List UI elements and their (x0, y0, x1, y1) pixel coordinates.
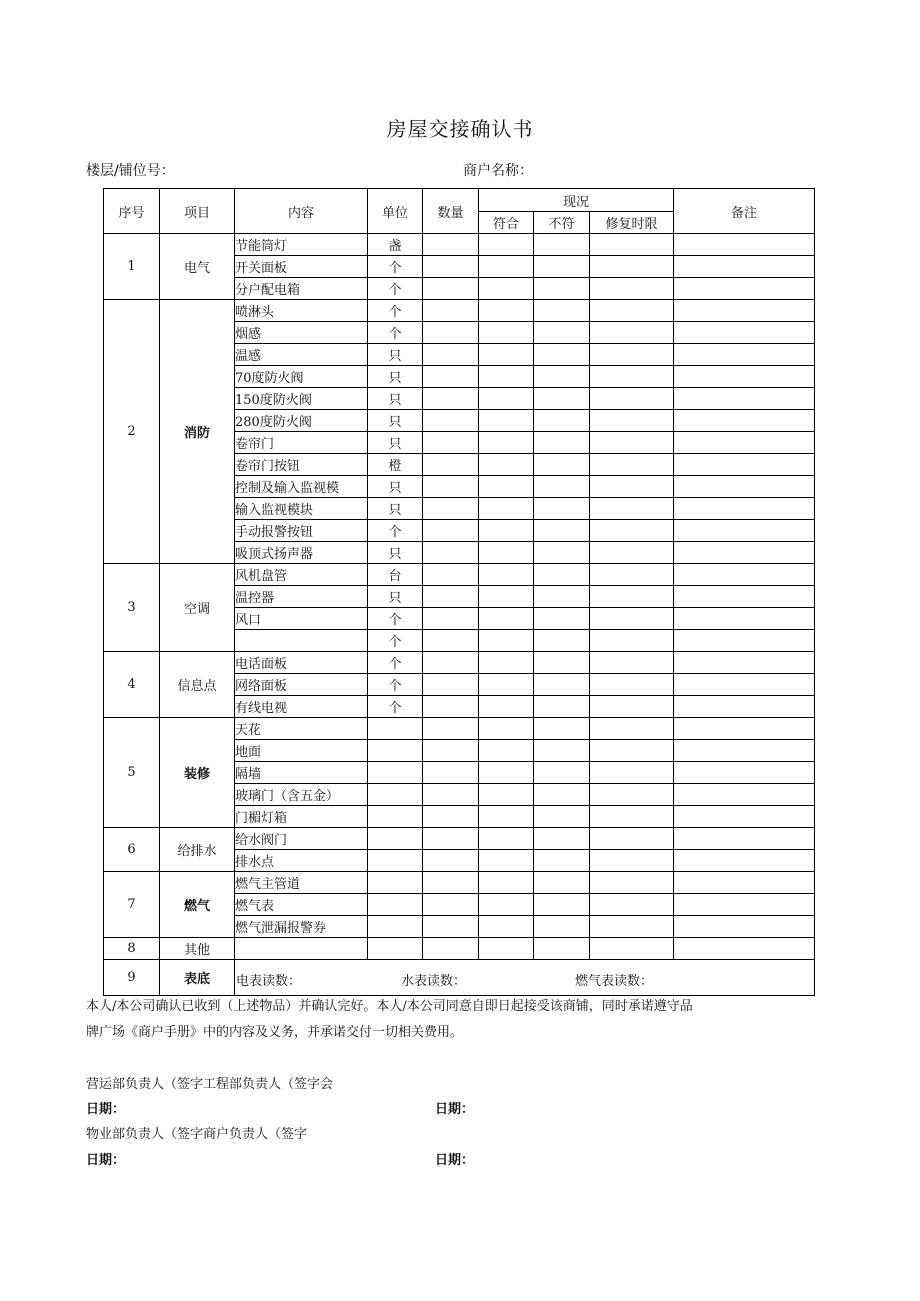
header-remark: 备注 (674, 189, 815, 234)
row-category: 其他 (160, 938, 235, 960)
nonconform-cell[interactable] (534, 498, 590, 520)
item-unit (368, 894, 423, 916)
repair-deadline-cell[interactable] (590, 322, 674, 344)
item-row (104, 652, 815, 674)
item-content: 门楣灯箱 (235, 806, 368, 828)
conform-cell[interactable] (479, 520, 534, 542)
item-unit (368, 806, 423, 828)
conform-cell[interactable] (479, 476, 534, 498)
item-unit: 只 (368, 344, 423, 366)
nonconform-cell[interactable] (534, 938, 590, 960)
item-content: 280度防火阀 (235, 410, 368, 432)
nonconform-cell[interactable] (534, 784, 590, 806)
quantity-cell[interactable] (423, 674, 479, 696)
item-content: 燃气主管道 (235, 872, 368, 894)
conform-cell[interactable] (479, 938, 534, 960)
item-row (104, 872, 815, 894)
item-unit (368, 872, 423, 894)
quantity-cell[interactable] (423, 630, 479, 652)
header-quantity: 数量 (423, 189, 479, 234)
item-unit (368, 916, 423, 938)
nonconform-cell[interactable] (534, 564, 590, 586)
item-content: 风口 (235, 608, 368, 630)
header-conform: 符合 (479, 212, 534, 234)
item-unit: 个 (368, 674, 423, 696)
quantity-cell[interactable] (423, 432, 479, 454)
nonconform-cell[interactable] (534, 278, 590, 300)
statement-line-1: 本人/本公司确认已收到（上述物品）并确认完好。本人/本公司同意自即日起接受该商铺，同时承诺遵守品 (86, 999, 693, 1014)
conform-cell[interactable] (479, 850, 534, 872)
quantity-cell[interactable] (423, 740, 479, 762)
nonconform-cell[interactable] (534, 234, 590, 256)
conform-cell[interactable] (479, 784, 534, 806)
nonconform-cell[interactable] (534, 806, 590, 828)
repair-deadline-cell[interactable] (590, 872, 674, 894)
conform-cell[interactable] (479, 630, 534, 652)
row-category: 装修 (160, 718, 235, 828)
item-content: 天花 (235, 718, 368, 740)
nonconform-cell[interactable] (534, 696, 590, 718)
item-row (104, 828, 815, 850)
item-unit: 个 (368, 696, 423, 718)
conform-cell[interactable] (479, 696, 534, 718)
row-seq: 4 (104, 652, 160, 718)
statement-line-2: 牌广场《商户手册》中的内容及义务，并承诺交付一切相关费用。 (86, 1025, 464, 1040)
remark-cell[interactable] (674, 630, 815, 652)
quantity-cell[interactable] (423, 410, 479, 432)
date-label-left-1: 日期： (86, 1102, 126, 1117)
repair-deadline-cell[interactable] (590, 256, 674, 278)
quantity-cell[interactable] (423, 652, 479, 674)
nonconform-cell[interactable] (534, 520, 590, 542)
row-seq: 7 (104, 872, 160, 938)
conform-cell[interactable] (479, 542, 534, 564)
repair-deadline-cell[interactable] (590, 630, 674, 652)
row-category: 消防 (160, 300, 235, 564)
remark-cell[interactable] (674, 806, 815, 828)
item-content: 输入监视模块 (235, 498, 368, 520)
quantity-cell[interactable] (423, 586, 479, 608)
quantity-cell[interactable] (423, 894, 479, 916)
conform-cell[interactable] (479, 762, 534, 784)
nonconform-cell[interactable] (534, 652, 590, 674)
item-content: 有线电视 (235, 696, 368, 718)
row-seq: 6 (104, 828, 160, 872)
quantity-cell[interactable] (423, 564, 479, 586)
header-unit: 单位 (368, 189, 423, 234)
item-row (104, 564, 815, 586)
item-unit: 个 (368, 608, 423, 630)
nonconform-cell[interactable] (534, 674, 590, 696)
repair-deadline-cell[interactable] (590, 828, 674, 850)
repair-deadline-cell[interactable] (590, 806, 674, 828)
row-seq: 2 (104, 300, 160, 564)
repair-deadline-cell[interactable] (590, 696, 674, 718)
remark-cell[interactable] (674, 608, 815, 630)
conform-cell[interactable] (479, 916, 534, 938)
remark-cell[interactable] (674, 718, 815, 740)
item-unit: 只 (368, 476, 423, 498)
date-label-right-1: 日期： (435, 1102, 475, 1117)
quantity-cell[interactable] (423, 520, 479, 542)
repair-deadline-cell[interactable] (590, 454, 674, 476)
repair-deadline-cell[interactable] (590, 300, 674, 322)
conform-cell[interactable] (479, 872, 534, 894)
conform-cell[interactable] (479, 894, 534, 916)
quantity-cell[interactable] (423, 828, 479, 850)
quantity-cell[interactable] (423, 256, 479, 278)
repair-deadline-cell[interactable] (590, 498, 674, 520)
conform-cell[interactable] (479, 410, 534, 432)
repair-deadline-cell[interactable] (590, 542, 674, 564)
nonconform-cell[interactable] (534, 300, 590, 322)
item-unit: 个 (368, 630, 423, 652)
item-content: 分户配电箱 (235, 278, 368, 300)
remark-cell[interactable] (674, 542, 815, 564)
quantity-cell[interactable] (423, 872, 479, 894)
item-unit (368, 828, 423, 850)
remark-cell[interactable] (674, 564, 815, 586)
row-category: 表底 (160, 960, 235, 996)
nonconform-cell[interactable] (534, 916, 590, 938)
conform-cell[interactable] (479, 498, 534, 520)
row-seq: 3 (104, 564, 160, 652)
item-content: 节能筒灯 (235, 234, 368, 256)
item-content: 手动报警按钮 (235, 520, 368, 542)
item-content: 排水点 (235, 850, 368, 872)
row-category: 空调 (160, 564, 235, 652)
item-unit: 盏 (368, 234, 423, 256)
row-seq: 9 (104, 960, 160, 996)
item-content: 风机盘管 (235, 564, 368, 586)
item-unit (368, 784, 423, 806)
quantity-cell[interactable] (423, 916, 479, 938)
remark-cell[interactable] (674, 366, 815, 388)
repair-deadline-cell[interactable] (590, 410, 674, 432)
repair-deadline-cell[interactable] (590, 432, 674, 454)
nonconform-cell[interactable] (534, 894, 590, 916)
item-unit: 个 (368, 652, 423, 674)
remark-cell[interactable] (674, 586, 815, 608)
item-unit: 只 (368, 432, 423, 454)
item-content: 玻璃门（含五金） (235, 784, 368, 806)
handover-table (103, 188, 815, 996)
item-content: 隔墙 (235, 762, 368, 784)
item-content: 燃气泄漏报警券 (235, 916, 368, 938)
header-status: 现况 (479, 189, 674, 212)
nonconform-cell[interactable] (534, 850, 590, 872)
item-content: 70度防火阀 (235, 366, 368, 388)
remark-cell[interactable] (674, 916, 815, 938)
quantity-cell[interactable] (423, 784, 479, 806)
quantity-cell[interactable] (423, 762, 479, 784)
item-unit: 台 (368, 564, 423, 586)
remark-cell[interactable] (674, 476, 815, 498)
item-unit: 只 (368, 366, 423, 388)
quantity-cell[interactable] (423, 476, 479, 498)
signature-row-1: 营运部负责人（签字工程部负责人（签字会 (86, 1077, 334, 1092)
item-content: 烟感 (235, 322, 368, 344)
nonconform-cell[interactable] (534, 454, 590, 476)
repair-deadline-cell[interactable] (590, 938, 674, 960)
nonconform-cell[interactable] (534, 366, 590, 388)
repair-deadline-cell[interactable] (590, 652, 674, 674)
quantity-cell[interactable] (423, 454, 479, 476)
date-label-right-2: 日期： (435, 1153, 475, 1168)
confirmation-statement (86, 994, 786, 1046)
meter-readings-cell (235, 960, 815, 996)
quantity-cell[interactable] (423, 850, 479, 872)
row-category: 电气 (160, 234, 235, 300)
remark-cell[interactable] (674, 322, 815, 344)
conform-cell[interactable] (479, 366, 534, 388)
meter-readings-row (104, 960, 815, 996)
conform-cell[interactable] (479, 322, 534, 344)
quantity-cell[interactable] (423, 498, 479, 520)
repair-deadline-cell[interactable] (590, 740, 674, 762)
item-unit (368, 718, 423, 740)
conform-cell[interactable] (479, 740, 534, 762)
remark-cell[interactable] (674, 498, 815, 520)
remark-cell[interactable] (674, 872, 815, 894)
nonconform-cell[interactable] (534, 586, 590, 608)
quantity-cell[interactable] (423, 344, 479, 366)
quantity-cell[interactable] (423, 696, 479, 718)
conform-cell[interactable] (479, 608, 534, 630)
item-unit (368, 938, 423, 960)
repair-deadline-cell[interactable] (590, 784, 674, 806)
repair-deadline-cell[interactable] (590, 388, 674, 410)
quantity-cell[interactable] (423, 806, 479, 828)
quantity-cell[interactable] (423, 388, 479, 410)
remark-cell[interactable] (674, 894, 815, 916)
item-unit (368, 762, 423, 784)
repair-deadline-cell[interactable] (590, 278, 674, 300)
item-content: 控制及输入监视模 (235, 476, 368, 498)
header-nonconform: 不符 (534, 212, 590, 234)
remark-cell[interactable] (674, 784, 815, 806)
repair-deadline-cell[interactable] (590, 564, 674, 586)
item-content: 喷淋头 (235, 300, 368, 322)
row-seq: 5 (104, 718, 160, 828)
item-unit: 个 (368, 520, 423, 542)
row-seq: 8 (104, 938, 160, 960)
conform-cell[interactable] (479, 300, 534, 322)
quantity-cell[interactable] (423, 278, 479, 300)
conform-cell[interactable] (479, 454, 534, 476)
row-category: 燃气 (160, 872, 235, 938)
remark-cell[interactable] (674, 938, 815, 960)
item-content: 温感 (235, 344, 368, 366)
item-content: 给水阀门 (235, 828, 368, 850)
conform-cell[interactable] (479, 828, 534, 850)
conform-cell[interactable] (479, 718, 534, 740)
item-content: 开关面板 (235, 256, 368, 278)
repair-deadline-cell[interactable] (590, 344, 674, 366)
remark-cell[interactable] (674, 256, 815, 278)
conform-cell[interactable] (479, 652, 534, 674)
item-unit: 只 (368, 586, 423, 608)
repair-deadline-cell[interactable] (590, 520, 674, 542)
item-unit (368, 850, 423, 872)
item-content: 150度防火阀 (235, 388, 368, 410)
nonconform-cell[interactable] (534, 344, 590, 366)
nonconform-cell[interactable] (534, 762, 590, 784)
item-unit: 个 (368, 322, 423, 344)
water-meter-reading: 水表读数： (401, 974, 467, 989)
remark-cell[interactable] (674, 410, 815, 432)
gas-meter-reading: 燃气表读数： (575, 974, 654, 989)
item-unit: 只 (368, 388, 423, 410)
item-content (235, 938, 368, 960)
nonconform-cell[interactable] (534, 256, 590, 278)
quantity-cell[interactable] (423, 542, 479, 564)
remark-cell[interactable] (674, 652, 815, 674)
remark-cell[interactable] (674, 300, 815, 322)
row-seq: 1 (104, 234, 160, 300)
nonconform-cell[interactable] (534, 542, 590, 564)
nonconform-cell[interactable] (534, 388, 590, 410)
item-row (104, 300, 815, 322)
conform-cell[interactable] (479, 806, 534, 828)
header-content: 内容 (235, 189, 368, 234)
row-category: 给排水 (160, 828, 235, 872)
remark-cell[interactable] (674, 696, 815, 718)
item-row (104, 718, 815, 740)
quantity-cell[interactable] (423, 366, 479, 388)
repair-deadline-cell[interactable] (590, 586, 674, 608)
item-content (235, 630, 368, 652)
nonconform-cell[interactable] (534, 432, 590, 454)
remark-cell[interactable] (674, 740, 815, 762)
nonconform-cell[interactable] (534, 872, 590, 894)
nonconform-cell[interactable] (534, 718, 590, 740)
quantity-cell[interactable] (423, 938, 479, 960)
item-content: 卷帘门按钮 (235, 454, 368, 476)
header-repair-deadline: 修复时限 (590, 212, 674, 234)
repair-deadline-cell[interactable] (590, 894, 674, 916)
remark-cell[interactable] (674, 454, 815, 476)
repair-deadline-cell[interactable] (590, 718, 674, 740)
item-content: 电话面板 (235, 652, 368, 674)
repair-deadline-cell[interactable] (590, 608, 674, 630)
item-unit: 只 (368, 498, 423, 520)
repair-deadline-cell[interactable] (590, 674, 674, 696)
remark-cell[interactable] (674, 432, 815, 454)
item-row (104, 938, 815, 960)
row-category: 信息点 (160, 652, 235, 718)
conform-cell[interactable] (479, 344, 534, 366)
remark-cell[interactable] (674, 278, 815, 300)
quantity-cell[interactable] (423, 608, 479, 630)
quantity-cell[interactable] (423, 234, 479, 256)
nonconform-cell[interactable] (534, 476, 590, 498)
quantity-cell[interactable] (423, 300, 479, 322)
repair-deadline-cell[interactable] (590, 476, 674, 498)
conform-cell[interactable] (479, 674, 534, 696)
quantity-cell[interactable] (423, 322, 479, 344)
remark-cell[interactable] (674, 762, 815, 784)
nonconform-cell[interactable] (534, 410, 590, 432)
date-label-left-2: 日期： (86, 1153, 126, 1168)
header-seq: 序号 (104, 189, 160, 234)
page-title: 房屋交接确认书 (386, 117, 534, 141)
conform-cell[interactable] (479, 432, 534, 454)
item-row (104, 234, 815, 256)
conform-cell[interactable] (479, 586, 534, 608)
item-unit (368, 740, 423, 762)
remark-cell[interactable] (674, 234, 815, 256)
remark-cell[interactable] (674, 674, 815, 696)
item-unit: 个 (368, 300, 423, 322)
repair-deadline-cell[interactable] (590, 916, 674, 938)
repair-deadline-cell[interactable] (590, 850, 674, 872)
remark-cell[interactable] (674, 344, 815, 366)
conform-cell[interactable] (479, 256, 534, 278)
floor-shop-label: 楼层/铺位号： (86, 163, 175, 179)
nonconform-cell[interactable] (534, 608, 590, 630)
item-unit: 只 (368, 410, 423, 432)
item-content: 吸顶式扬声器 (235, 542, 368, 564)
table-body (104, 234, 815, 996)
nonconform-cell[interactable] (534, 322, 590, 344)
repair-deadline-cell[interactable] (590, 366, 674, 388)
signature-row-2: 物业部负责人（签字商户负责人（签字 (86, 1127, 308, 1142)
conform-cell[interactable] (479, 234, 534, 256)
item-content: 燃气表 (235, 894, 368, 916)
item-content: 卷帘门 (235, 432, 368, 454)
repair-deadline-cell[interactable] (590, 234, 674, 256)
item-content: 温控器 (235, 586, 368, 608)
conform-cell[interactable] (479, 278, 534, 300)
conform-cell[interactable] (479, 564, 534, 586)
remark-cell[interactable] (674, 828, 815, 850)
item-unit: 个 (368, 278, 423, 300)
nonconform-cell[interactable] (534, 828, 590, 850)
electric-meter-reading: 电表读数： (236, 974, 302, 989)
conform-cell[interactable] (479, 388, 534, 410)
header-item: 项目 (160, 189, 235, 234)
item-content: 地面 (235, 740, 368, 762)
item-unit: 橙 (368, 454, 423, 476)
repair-deadline-cell[interactable] (590, 762, 674, 784)
item-unit: 只 (368, 542, 423, 564)
remark-cell[interactable] (674, 850, 815, 872)
item-content: 网络面板 (235, 674, 368, 696)
remark-cell[interactable] (674, 388, 815, 410)
nonconform-cell[interactable] (534, 740, 590, 762)
item-unit: 个 (368, 256, 423, 278)
remark-cell[interactable] (674, 520, 815, 542)
nonconform-cell[interactable] (534, 630, 590, 652)
tenant-name-label: 商户名称： (463, 163, 533, 179)
quantity-cell[interactable] (423, 718, 479, 740)
